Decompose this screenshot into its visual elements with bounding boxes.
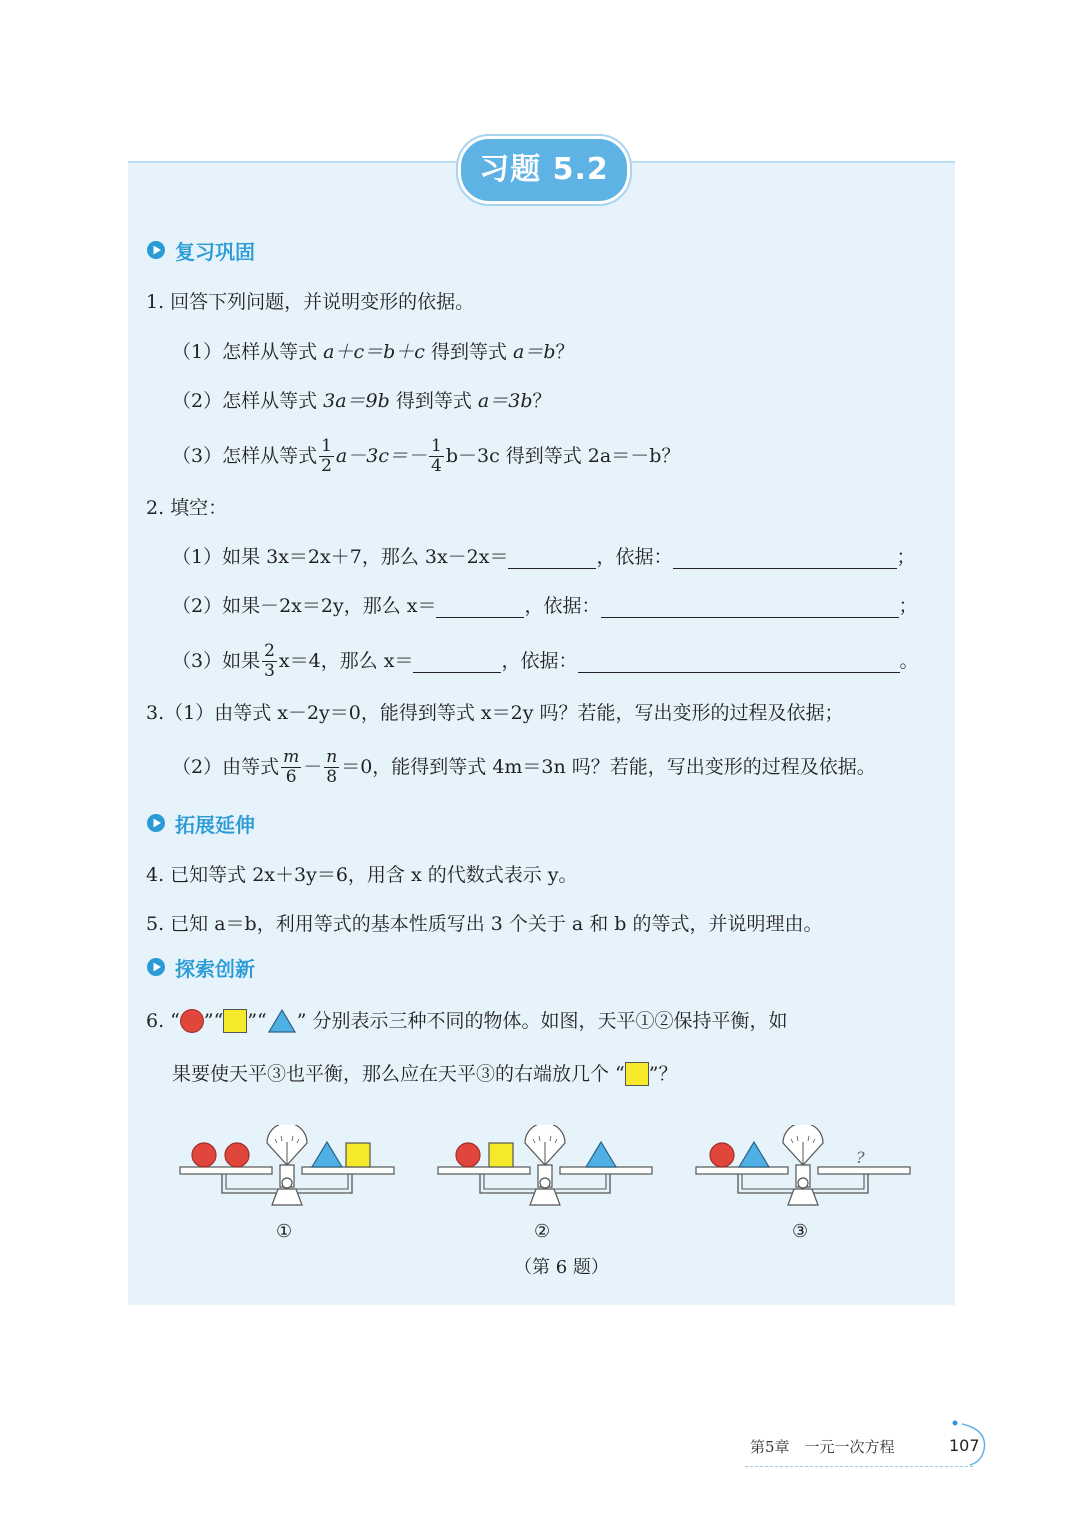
fraction: $\frac{1}{4}$ bbox=[430, 435, 442, 476]
section-extend bbox=[146, 809, 255, 837]
answer-blank[interactable] bbox=[436, 595, 524, 618]
square-icon bbox=[625, 1062, 649, 1086]
answer-blank[interactable] bbox=[508, 546, 596, 569]
q1-part2: （2）怎样从等式 3a＝9b 得到等式 a＝3b ？ bbox=[172, 390, 552, 412]
square-icon bbox=[223, 1009, 247, 1033]
q3-part2: （2）由等式 $\frac{m}{6}$ － $\frac{n}{8}$ ＝0，能得到等式 4m＝3n 吗？若能，写出变形的过程及依据。 bbox=[172, 746, 876, 787]
figure-caption: （第 6 题） bbox=[514, 1257, 609, 1278]
reason-blank[interactable] bbox=[578, 650, 900, 673]
balance-label-3: ③ bbox=[792, 1221, 809, 1242]
q1-stem: 1. 回答下列问题，并说明变形的依据。 bbox=[146, 291, 475, 313]
q1-part1: （1）怎样从等式 a＋c＝b＋c 得到等式 a＝b ？ bbox=[172, 341, 575, 363]
play-icon bbox=[146, 813, 166, 833]
q2-part2: （2）如果－2x＝2y，那么 x＝ ，依据： ； bbox=[172, 595, 918, 617]
balance-2 bbox=[438, 1125, 652, 1205]
section-explore-label: 探索创新 bbox=[175, 956, 255, 981]
reason-blank[interactable] bbox=[601, 595, 899, 618]
footer-chapter: 第5章 一元一次方程 bbox=[750, 1438, 895, 1456]
section-review-label: 复习巩固 bbox=[175, 239, 255, 264]
q4: 4. 已知等式 2x＋3y＝6，用含 x 的代数式表示 y。 bbox=[146, 864, 578, 886]
section-explore bbox=[146, 953, 255, 981]
play-icon bbox=[146, 240, 166, 260]
balance-label-1: ① bbox=[276, 1221, 293, 1242]
balance-1 bbox=[180, 1125, 394, 1205]
fraction: $\frac{n}{8}$ bbox=[326, 746, 338, 787]
q1-part3: （3）怎样从等式 $\frac{1}{2}$ a－3c＝－ $\frac{1}{4}$ b－3c 得到等式 2a＝－b？ bbox=[172, 435, 681, 476]
fraction: $\frac{m}{6}$ bbox=[283, 746, 300, 787]
section-extend-label: 拓展延伸 bbox=[175, 812, 255, 837]
q5: 5. 已知 a＝b，利用等式的基本性质写出 3 个关于 a 和 b 的等式，并说明理由。 bbox=[146, 913, 823, 935]
play-icon bbox=[146, 957, 166, 977]
page-number: 107 bbox=[949, 1436, 980, 1455]
page-corner-ornament bbox=[948, 1418, 990, 1468]
fraction: $\frac{2}{3}$ bbox=[264, 640, 275, 681]
q6-line2: 果要使天平③也平衡，那么应在天平③的右端放几个 “ ”？ bbox=[172, 1063, 678, 1085]
balance-label-2: ② bbox=[534, 1221, 551, 1242]
exercise-title: 习题 5.2 bbox=[458, 136, 630, 204]
q6-line1: 6. “ ” “ ” “ ” 分别表示三种不同的物体。如图，天平①②保持平衡，如 bbox=[146, 1010, 788, 1032]
balance-3 bbox=[696, 1125, 910, 1205]
q2-part3: （3）如果 $\frac{2}{3}$ x＝4，那么 x＝ ，依据： 。 bbox=[172, 640, 919, 681]
q2-part1: （1）如果 3x＝2x＋7，那么 3x－2x＝ ，依据： ； bbox=[172, 546, 916, 568]
fraction: $\frac{1}{2}$ bbox=[321, 435, 332, 476]
q2-stem: 2. 填空： bbox=[146, 497, 228, 519]
answer-blank[interactable] bbox=[413, 650, 501, 673]
q3-part1: 3.（1）由等式 x－2y＝0，能得到等式 x＝2y 吗？若能，写出变形的过程及依据； bbox=[146, 702, 844, 724]
question-mark: ? bbox=[856, 1148, 865, 1167]
reason-blank[interactable] bbox=[673, 546, 897, 569]
section-review bbox=[146, 236, 255, 264]
balance-figure bbox=[170, 1125, 920, 1220]
footer-rule bbox=[745, 1466, 973, 1467]
circle-icon bbox=[180, 1009, 204, 1033]
triangle-icon bbox=[267, 1008, 297, 1034]
